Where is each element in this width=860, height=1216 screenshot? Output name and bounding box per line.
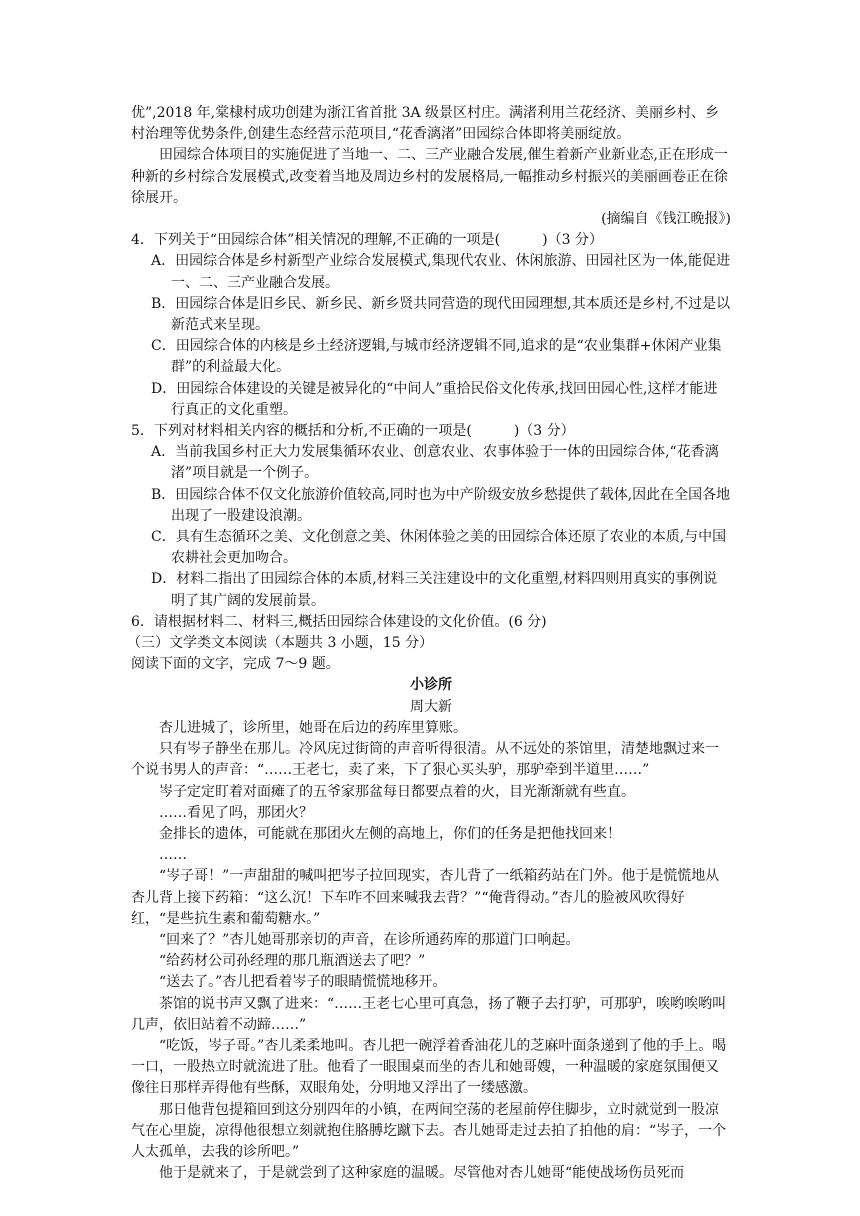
answer-option-a: A．当前我国乡村正大力发展集循环农业、创意农业、农事体验于一体的田园综合体,“花香漓渚”项目就是一个例子。 [151,444,719,482]
story-paragraph: 杏儿进城了，诊所里，她哥在后边的药库里算账。 [159,719,467,736]
story-paragraph: 金排长的遗体，可能就在那团火左侧的高地上，你们的任务是把他找回来！ [159,825,621,842]
story-paragraph: “岑子哥！”一声甜甜的喊叫把岑子拉回现实，杏儿背了一纸箱药站在门外。他于是慌慌地从杏儿背上接下药箱：“这么沉！下车咋不回来喊我去背？”“俺背得动。”杏儿的脸被风吹得好红，“是些抗生素和葡萄糖水。” [131,868,720,927]
story-paragraph: …… [159,847,187,864]
answer-option-b: B．田园综合体不仅文化旅游价值较高,同时也为中产阶级安放乡愁提供了载体,因此在全国各地出现了一股建设浪潮。 [151,486,731,524]
page-content [127,103,731,1184]
question-stem: 4．下列关于“田园综合体”相关情况的理解,不正确的一项是( )（3 分） [131,232,603,249]
intro-paragraph: 优”,2018 年,棠棣村成功创建为浙江省首批 3A 级景区村庄。满渚利用兰花经济、美丽乡村、乡村治理等优势条件,创建生态经营示范项目,“花香漓渚”田园综合体即将美丽绽放。 [131,105,720,143]
answer-option-c: C．具有生态循环之美、文化创意之美、休闲体验之美的田园综合体还原了农业的本质,与中国农耕社会更加吻合。 [151,529,727,567]
source-citation: (摘编自《钱江晚报》) [601,211,731,228]
answer-option-a: A．田园综合体是乡村新型产业综合发展模式,集现代农业、休闲旅游、田园社区为一体,能促进一、二、三产业融合发展。 [151,253,731,291]
story-paragraph: 他于是就来了，于是就尝到了这种家庭的温暖。尽管他对杏儿她哥“能使战场伤员死而 [159,1165,685,1182]
answer-option-c: C．田园综合体的内核是乡土经济逻辑,与城市经济逻辑不同,追求的是“农业集群+休闲产业集群”的利益最大化。 [151,338,722,376]
question-4 [131,230,731,421]
answer-option-d: D．田园综合体建设的关键是被异化的“中间人”重拾民俗文化传承,找回田园心性,这样才能进行真正的文化重塑。 [151,380,718,418]
question-6 [131,612,731,633]
question-5 [131,421,731,612]
story-paragraph: “送去了。”杏儿把看着岑子的眼睛慌慌地移开。 [159,974,447,991]
story-paragraph: 茶馆的说书声又飘了进来：“……王老七心里可真急，扬了鞭子去打驴，可那驴，唉哟唉哟叫几声，依旧站着不动蹄……” [131,995,727,1033]
story-paragraph: “吃饭，岑子哥。”杏儿柔柔地叫。杏儿把一碗浮着香油花儿的芝麻叶面条递到了他的手上。喝一口，一股热立时就流进了肚。他看了一眼围桌而坐的杏儿和她哥嫂，一种温暖的家庭氛围便又像往日那样弄得他有些酥，双眼角处，分明地又浮出了一缕感激。 [131,1037,727,1097]
story-paragraph: “给药材公司孙经理的那几瓶酒送去了吧？” [159,953,426,970]
question-stem: 6．请根据材料二、材料三,概括田园综合体建设的文化价值。(6 分) [131,613,547,630]
story-paragraph: 那日他背包提箱回到这分别四年的小镇，在两间空荡的老屋前停住脚步，立时就觉到一股凉气在心里旋，凉得他很想立刻就抱住胳膊圪蹴下去。杏儿她哥走过去拍了拍他的肩：“岑子，一个人太孤单，去我的诊所吧。” [131,1101,727,1160]
story-title: 小诊所 [410,677,452,694]
answer-option-d: D．材料二指出了田园综合体的本质,材料三关注建设中的文化重塑,材料四则用真实的事例说明了其广阔的发展前景。 [151,571,718,609]
intro-paragraph: 田园综合体项目的实施促进了当地一、二、三产业融合发展,催生着新产业新业态,正在形成一种新的乡村综合发展模式,改变着当地及周边乡村的发展格局,一幅推动乡村振兴的美丽画卷正在徐徐展开。 [131,147,728,206]
question-stem: 5．下列对材料相关内容的概括和分析,不正确的一项是( )（3 分） [131,423,575,440]
story-paragraph: 只有岑子静坐在那儿。冷风庑过街筒的声音听得很清。从不远处的茶馆里，清楚地飘过来一个说书男人的声音：“……王老七，卖了来，下了狠心买头驴，那驴牵到半道里……” [131,741,719,779]
story-author: 周大新 [410,698,452,715]
section-heading: （三）文学类文本阅读（本题共 3 小题，15 分） [127,635,434,652]
story-paragraph: 岑子定定盯着对面瘫了的五爷家那盆每日都要点着的火，目光渐渐就有些直。 [159,783,635,800]
story-body [131,718,731,1184]
reading-instruction: 阅读下面的文字，完成 7～9 题。 [131,656,340,673]
story-paragraph: ……看见了吗，那团火？ [159,804,313,821]
story-paragraph: “回来了？”杏儿她哥那亲切的声音，在诊所通药库的那道门口响起。 [159,931,580,948]
answer-option-b: B．田园综合体是旧乡民、新乡民、新乡贤共同营造的现代田园理想,其本质还是乡村,不过是以新范式来呈现。 [151,295,731,334]
